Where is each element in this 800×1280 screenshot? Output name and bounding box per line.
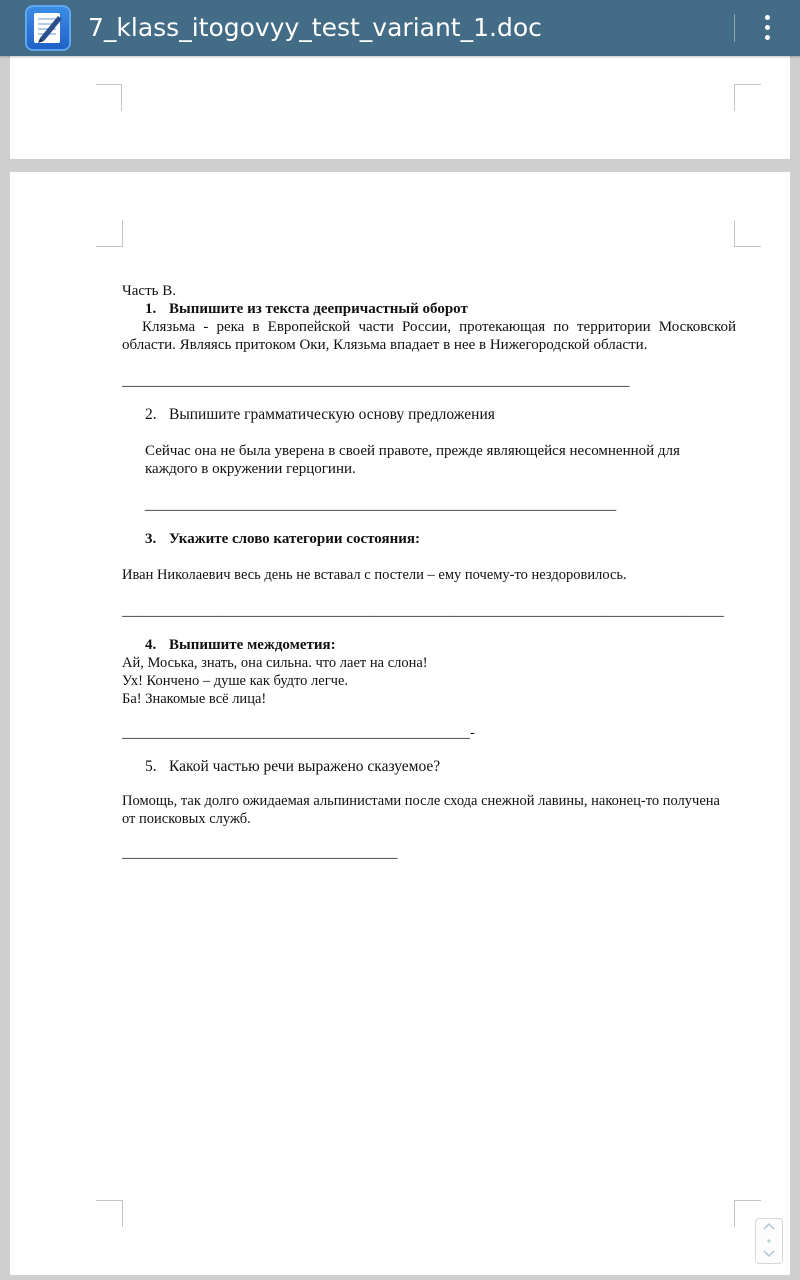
question-text: Какой частью речи выражено сказуемое? bbox=[169, 758, 441, 775]
question-number: 1. bbox=[145, 301, 157, 317]
chevron-down-icon[interactable] bbox=[756, 1248, 782, 1262]
previous-page bbox=[10, 56, 790, 159]
menu-dot bbox=[765, 15, 770, 20]
question-text: Укажите слово категории состояния: bbox=[169, 531, 421, 547]
document-page[interactable] bbox=[10, 172, 790, 1275]
scroll-control bbox=[755, 1218, 783, 1264]
chevron-up-icon[interactable] bbox=[756, 1220, 782, 1234]
dot-icon[interactable] bbox=[756, 1234, 782, 1248]
crop-mark bbox=[96, 1200, 123, 1227]
question-4-title bbox=[122, 636, 736, 654]
document-title: 7_klass_itogovyy_test_variant_1.doc bbox=[88, 13, 542, 42]
answer-line: ________________________________________________- bbox=[122, 725, 475, 741]
crop-mark bbox=[734, 220, 761, 247]
question-number: 5. bbox=[145, 758, 157, 775]
answer-line: _________________________________________________________________ bbox=[145, 497, 617, 513]
app-bar bbox=[0, 0, 800, 56]
interjection-line: Ай, Моська, знать, она сильна. что лает на слона! bbox=[122, 655, 428, 671]
crop-mark bbox=[734, 84, 761, 111]
overflow-menu-icon[interactable] bbox=[752, 10, 782, 46]
document-body bbox=[122, 282, 736, 862]
question-2-title bbox=[122, 406, 736, 424]
question-text: Выпишите из текста деепричастный оборот bbox=[169, 301, 468, 317]
question-number: 4. bbox=[145, 637, 157, 653]
menu-dot bbox=[765, 25, 770, 30]
document-editor-icon[interactable] bbox=[25, 5, 71, 51]
part-title: Часть В. bbox=[122, 283, 176, 299]
question-3-title bbox=[122, 530, 736, 548]
answer-line: ______________________________________ bbox=[122, 845, 398, 861]
answer-line: ___________________________________________________________________________________ bbox=[122, 603, 724, 619]
question-1-title bbox=[122, 300, 736, 318]
interjection-line: Ба! Знакомые всё лица! bbox=[122, 691, 267, 707]
question-2-text: Сейчас она не была уверена в своей правоте, прежде являющейся несомненной для каждого в окружении герцогини. bbox=[145, 443, 680, 477]
question-number: 3. bbox=[145, 531, 157, 547]
crop-mark bbox=[96, 84, 122, 111]
question-text: Выпишите грамматическую основу предложения bbox=[169, 406, 495, 423]
question-5-text: Помощь, так долго ожидаемая альпинистами после схода снежной лавины, наконец-то получена от поисковых служб. bbox=[122, 793, 720, 827]
menu-dot bbox=[765, 35, 770, 40]
question-3-text: Иван Николаевич весь день не вставал с постели – ему почему-то нездоровилось. bbox=[122, 567, 627, 583]
appbar-divider bbox=[734, 14, 735, 42]
interjection-line: Ух! Кончено – душе как будто легче. bbox=[122, 673, 349, 689]
answer-line: ______________________________________________________________________ bbox=[122, 373, 630, 389]
question-number: 2. bbox=[145, 406, 157, 423]
question-text: Выпишите междометия: bbox=[169, 637, 336, 653]
question-5-title bbox=[122, 758, 736, 776]
question-1-text: Клязьма - река в Европейской части России, протекающая по территории Московской области. Являясь притоком Оки, Клязьма впадает в нее в Нижегородской области. bbox=[122, 319, 736, 353]
crop-mark bbox=[96, 220, 123, 247]
